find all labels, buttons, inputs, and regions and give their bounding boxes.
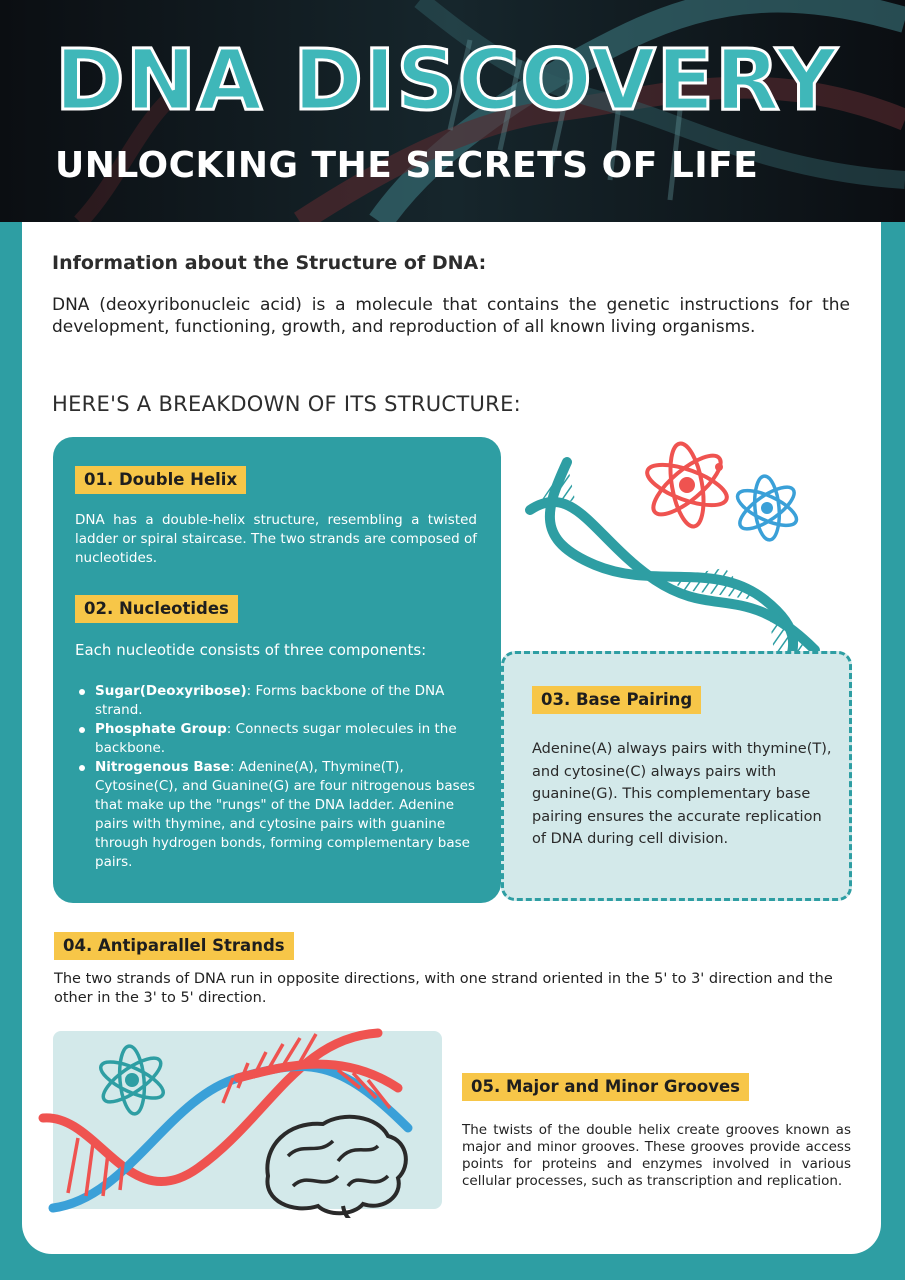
section-label-base-pairing: 03. Base Pairing xyxy=(532,686,701,714)
intro-paragraph: DNA (deoxyribonucleic acid) is a molecule that contains the genetic instructions for the development, functioning, growth, and reproduction of all known living organisms. xyxy=(52,295,850,337)
dna-brain-illustration-icon xyxy=(38,1018,448,1218)
list-item-term: Sugar(Deoxyribose) xyxy=(95,683,247,699)
list-item-desc: : Connects sugar molecules in the backbone. xyxy=(95,721,457,756)
grooves-text: The twists of the double helix create grooves known as major and minor grooves. These grooves provide access points for proteins and enzymes involved in various cellular processes, such as transcription and replication. xyxy=(462,1122,851,1189)
list-item xyxy=(75,682,480,720)
antiparallel-text: The two strands of DNA run in opposite directions, with one strand oriented in the 5' to 3' direction and the other in the 3' to 5' direction. xyxy=(54,971,833,1006)
brain-icon xyxy=(267,1117,405,1218)
info-heading: Information about the Structure of DNA: xyxy=(52,252,487,274)
atom-blue-icon xyxy=(733,475,801,541)
header-banner xyxy=(0,0,905,222)
section-label-nucleotides: 02. Nucleotides xyxy=(75,595,238,623)
nucleotides-intro: Each nucleotide consists of three components: xyxy=(75,641,427,659)
page-title: DNA DISCOVERY xyxy=(55,31,838,129)
list-item-desc: : Forms backbone of the DNA strand. xyxy=(95,683,445,718)
list-item-term: Nitrogenous Base xyxy=(95,759,230,775)
list-item xyxy=(75,720,480,758)
breakdown-heading: HERE'S A BREAKDOWN OF ITS STRUCTURE: xyxy=(52,392,522,416)
double-helix-text: DNA has a double-helix structure, resembling a twisted ladder or spiral staircase. The two strands are composed of nucleotides. xyxy=(75,512,477,566)
section-label-antiparallel: 04. Antiparallel Strands xyxy=(54,932,294,960)
section-label-double-helix: 01. Double Helix xyxy=(75,466,246,494)
atom-red-icon xyxy=(642,441,731,529)
page-subtitle: UNLOCKING THE SECRETS OF LIFE xyxy=(55,145,759,186)
base-pairing-text: Adenine(A) always pairs with thymine(T), and cytosine(C) always pairs with guanine(G). This complementary base pairing ensures the accurate replication of DNA during cell division. xyxy=(532,741,832,847)
nucleotide-components-list xyxy=(75,682,480,872)
list-item-term: Phosphate Group xyxy=(95,721,227,737)
atom-teal-icon xyxy=(96,1045,168,1115)
list-item-desc: : Adenine(A), Thymine(T), Cytosine(C), and Guanine(G) are four nitrogenous bases that make up the "rungs" of the DNA ladder. Adenine pairs with thymine, and cytosine pairs with guanine through hydrogen bonds, forming complementary base pairs. xyxy=(95,759,476,870)
section-label-grooves: 05. Major and Minor Grooves xyxy=(462,1073,749,1101)
list-item xyxy=(75,758,480,872)
